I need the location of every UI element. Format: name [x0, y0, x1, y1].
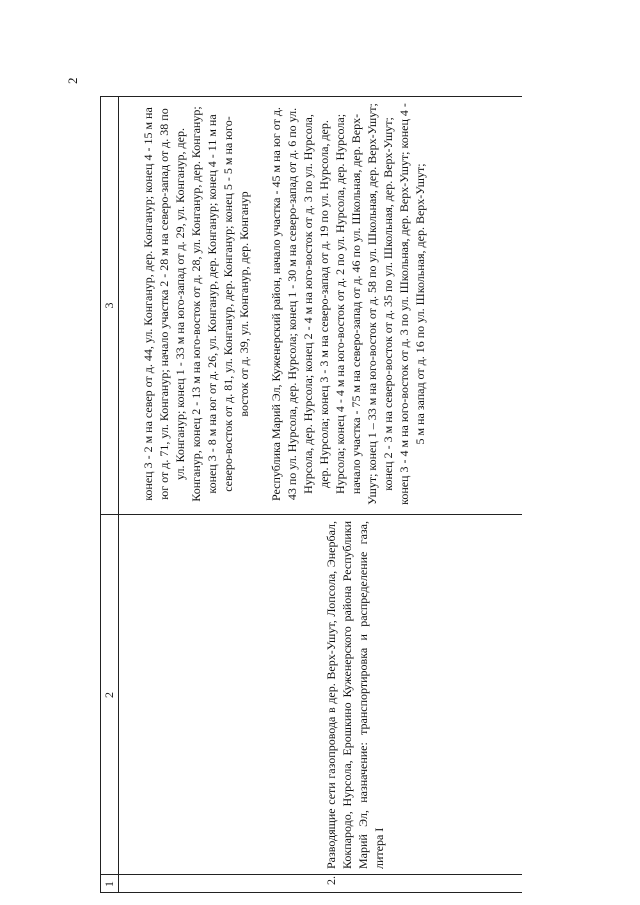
location-cell [140, 103, 428, 505]
location-text: Республика Марий Эл, Куженерский район, начало участка - 45 м на юг от д. 43 по ул. Нурсола, дер. Нурсола; конец 1 - 30 м на северо-запад от д. 6 по ул. Нурсола, дер. Нурсола; конец 2 - 4 м на юго-восток от д. 3 по ул. Нурсола, дер. Нурсола; конец 3 - 3 м на северо-запад от д. 19 по ул. Нурсола, дер. Нурсола; конец 4 - 4 м на юго-восток от д. 2 по ул. Нурсола, дер. Нурсола; начало участка - 75 м на северо-запад от д. 46 по ул. Школьная, дер. Верх-Ушут; конец 1 – 33 м на юго-восток от д. 58 по ул. Школьная, дер. Верх-Ушут; конец 2 - 3 м на северо-восток от д. 35 по ул. Школьная, дер. Верх-Ушут; конец 3 - 4 м на юго-восток от д. 3 по ул. Школьная, дер. Верх-Ушут; конец 4 - 5 м на запад от д. 16 по ул. Школьная, дер. Верх-Ушут; [269, 103, 427, 505]
location-continuation: конец 3 - 2 м на север от д. 44, ул. Конганур, дер. Конганур; конец 4 - 15 м на юг от д. 71, ул. Конганур; начало участка 2 - 28 м на северо-запад от д. 38 по ул. Конганур; конец 1 - 33 м на юго-запад от д. 29, ул. Конганур, дер. Конганур, конец 2 - 13 м на юго-восток от д. 28, ул. Конганур, дер. Конганур; конец 3 - 8 м на юг от д. 26, ул. Конганур, дер. Конганур; конец 4 - 11 м на северо-восток от д. 81, ул. Конганур, дер. Конганур; конец 5 - 5 м на юго-восток от д. 39, ул. Конганур, дер. Конганур [141, 106, 251, 502]
table-header-rule [118, 96, 119, 893]
page-number: 2 [65, 77, 80, 84]
table-left-border [100, 892, 522, 893]
row-number: 2. [324, 876, 338, 885]
object-table [100, 96, 522, 893]
column-number-3: 3 [102, 302, 116, 309]
object-description: Разводящие сети газопровода в дер. Верх-Ушут, Лопсола, Энербал, Кокпародо, Нурсола, Ерошкино Куженерского района Республики Марий Эл, назначение: транспортировка и распределение газа, литера I [324, 521, 386, 869]
column-number-2: 2 [102, 692, 116, 698]
column-divider-2 [100, 514, 522, 515]
table-right-border [100, 96, 522, 97]
column-divider-1 [100, 874, 522, 875]
column-number-1: 1 [102, 881, 116, 887]
